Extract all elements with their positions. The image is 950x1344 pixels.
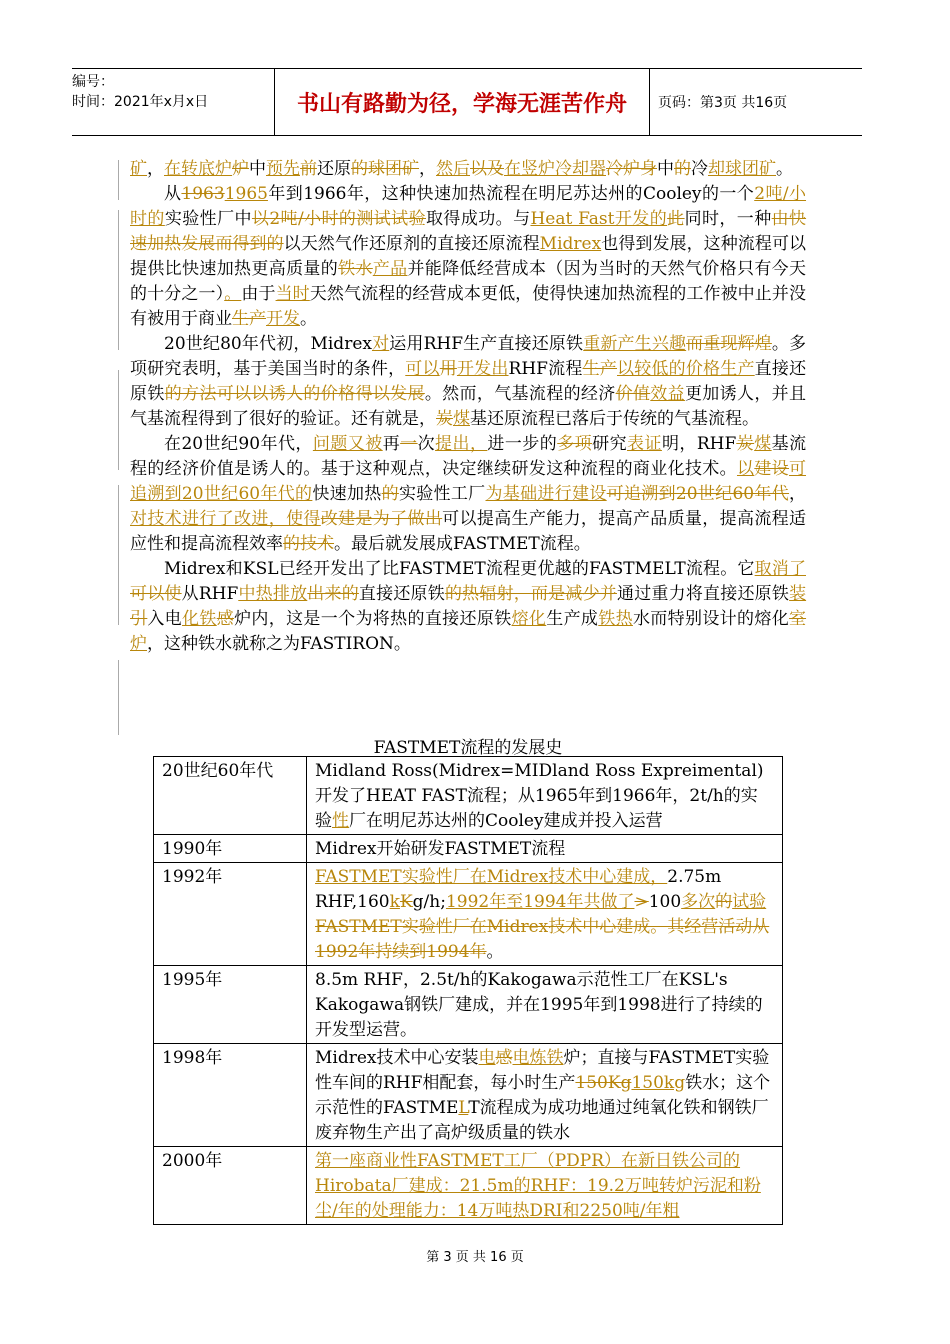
table-row <box>154 1044 783 1147</box>
paragraph: 矿，在转底炉炉中预先前还原的球团矿，然后以及在竖炉冷却器冷炉身中的冷却球团矿。 <box>130 159 793 179</box>
year-cell: 1995年 <box>154 966 307 1044</box>
event-cell: Midrex开始研发FASTMET流程 <box>307 835 783 863</box>
motto: 书山有路勤为径，学海无涯苦作舟 <box>274 69 650 135</box>
paragraph: 在20世纪90年代，问题又被再一次提出，进一步的多项研究表证明，RHF炭煤基流程的经济价值是诱人的。基于这种观点，决定继续研发这种流程的商业化技术。以建设可追溯到20世纪60年代的快速加热的实验性工厂为基础进行建设可追溯到20世纪60年代，对技术进行了改进，使得改建是为了做出可以提高生产能力，提高产品质量，提高流程适应性和提高流程效率的技术。最后就发展成FASTMET流程。 <box>130 434 807 554</box>
header-left <box>72 69 272 138</box>
year-cell: 1990年 <box>154 835 307 863</box>
year-cell: 20世纪60年代 <box>154 757 307 835</box>
table-row <box>154 1147 783 1225</box>
table-row <box>154 757 783 835</box>
table-row <box>154 863 783 966</box>
revision-bar <box>118 660 119 735</box>
event-cell: FASTMET实验性厂在Midrex技术中心建成，2.75m RHF,160kKg/h;1992年至1994年共做了>100多次的试验FASTMET实验性厂在Midrex技术中心建成。其经营活动从1992年持续到1994年。 <box>307 863 783 966</box>
revision-bar <box>118 210 119 350</box>
event-cell: Midrex技术中心安装电感电炼铁炉；直接与FASTMET实验性车间的RHF相配套，每小时生产150Kg150kg铁水；这个示范性的FASTMELT流程成为成功地通过纯氧化铁和钢铁厂废弃物生产出了高炉级质量的铁水 <box>307 1044 783 1147</box>
event-cell: Midland Ross(Midrex=MIDland Ross Expreimental)开发了HEAT FAST流程；从1965年到1966年，2t/h的实验性厂在明尼苏达州的Cooley建成并投入运营 <box>307 757 783 835</box>
number-label: 编号： <box>72 74 114 90</box>
paragraph: 20世纪80年代初，Midrex对运用RHF生产直接还原铁重新产生兴趣而重现辉煌。多项研究表明，基于美国当时的条件，可以用开发出RHF流程生产以较低的价格生产直接还原铁的方法可以以诱人的价格得以发展。然而，气基流程的经济价值效益更加诱人，并且气基流程得到了很好的验证。还有就是，炭煤基还原流程已落后于传统的气基流程。 <box>130 334 807 429</box>
event-cell <box>307 1147 783 1225</box>
year-cell: 2000年 <box>154 1147 307 1225</box>
table-row <box>154 966 783 1044</box>
revision-bar <box>118 160 119 200</box>
event-text: 第一座商业性FASTMET工厂（PDPR）在新日铁公司的Hirobata厂建成：21.5m的RHF：19.2万吨转炉污泥和粉尘/年的处理能力：14万吨热DRI和2250吨/年粗 <box>315 1151 761 1221</box>
revision-bar <box>118 485 119 625</box>
table-caption: FASTMET流程的发展史 <box>373 738 563 758</box>
table-row <box>154 835 783 863</box>
page-header <box>72 68 862 136</box>
event-cell: 8.5m RHF，2.5t/h的Kakogawa示范性工厂在KSL's Kakogawa钢铁厂建成，并在1995年到1998进行了持续的开发型运营。 <box>307 966 783 1044</box>
history-table <box>153 756 783 1225</box>
page-label: 页码：第3页 共16页 <box>658 95 788 111</box>
year-cell: 1998年 <box>154 1044 307 1147</box>
year-cell: 1992年 <box>154 863 307 966</box>
time-label: 时间：2021年x月x日 <box>72 94 209 110</box>
page-footer: 第 3 页 共 16 页 <box>426 1250 524 1265</box>
paragraph: 从19631965年到1966年，这种快速加热流程在明尼苏达州的Cooley的一个2吨/小时的实验性厂中以2吨/小时的测试试验取得成功。与Heat Fast开发的此同时，一种由快速加热发展而得到的以天然气作还原剂的直接还原流程Midrex也得到发展，这种流程可以提供比快速加热更高质量的铁水产品并能降低经营成本（因为当时的天然气价格只有今天的十分之一）。由于当时天然气流程的经营成本更低，使得快速加热流程的工作被中止并没有被用于商业生产开发。 <box>130 184 807 329</box>
revision-bar <box>118 370 119 470</box>
document-body <box>130 157 806 657</box>
paragraph: Midrex和KSL已经开发出了比FASTMET流程更优越的FASTMELT流程。它取消了可以使从RHF中热排放出来的直接还原铁的热辐射，而是减少并通过重力将直接还原铁装引入电化铁感炉内，这是一个为将热的直接还原铁熔化生产成铁热水而特别设计的熔化室炉，这种铁水就称之为FASTIRON。 <box>130 559 807 654</box>
